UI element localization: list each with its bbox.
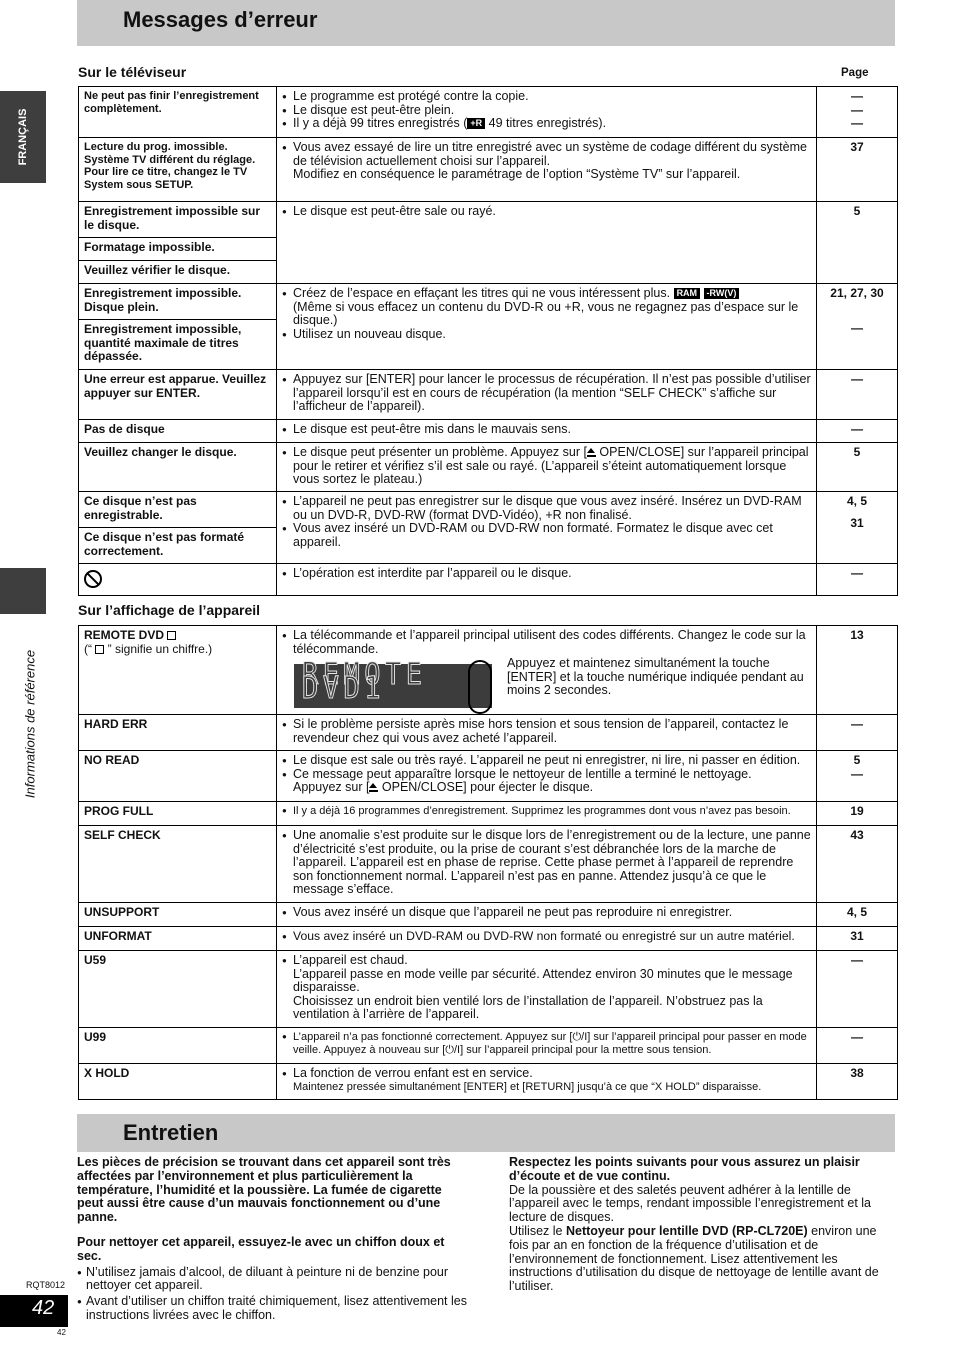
list-item: ● Utilisez un nouveau disque. bbox=[282, 328, 811, 342]
section-tab bbox=[0, 568, 46, 614]
page-ref: — bbox=[817, 420, 898, 443]
error-message: SELF CHECK bbox=[79, 826, 277, 903]
page-ref: 5 bbox=[817, 202, 898, 284]
error-message: Pas de disque bbox=[79, 420, 277, 443]
list-item: ● Il y a déjà 99 titres enregistrés ( +R 49 titres enregistrés). bbox=[282, 117, 811, 131]
lens-paragraph: Utilisez le Nettoyeur pour lentille DVD (RP-CL720E) environ une fois par an en fonction de la fréquence d’utilisation et de l’environnement de fonctionnement. Lisez attentivement les instructions d’utilisation du disque de nettoyage de lentille avant de l’utiliser. bbox=[509, 1223, 879, 1294]
list-item: ● Le disque est peut-être sale ou rayé. bbox=[282, 205, 811, 219]
entretien-left-column bbox=[77, 1156, 467, 1323]
page-ref: 4, 5 bbox=[846, 494, 867, 508]
list-item: ● L’appareil ne peut pas enregistrer sur le disque que vous avez inséré. Insérez un DVD-RAM ou un DVD-R, DVD-RW (format DVD-Vidéo), +R non finalisé. bbox=[282, 495, 811, 522]
list-item: Maintenez pressée simultanément [ENTER] et [RETURN] jusqu’à ce que “X HOLD” disparaisse. bbox=[293, 1080, 762, 1093]
table-row bbox=[79, 443, 898, 492]
display-panel bbox=[294, 657, 492, 708]
table-row bbox=[79, 202, 898, 238]
section-label: Informations de référence bbox=[22, 649, 38, 799]
page-number-small: 42 bbox=[57, 1328, 66, 1337]
prohibited-icon bbox=[84, 570, 102, 588]
error-message: Une erreur est apparue. Veuillez appuyer sur ENTER. bbox=[79, 370, 277, 420]
page-ref: — bbox=[851, 320, 863, 335]
list-item: ● Vous avez inséré un DVD-RAM ou DVD-RW non formaté. Formatez le disque avec cet appareil. bbox=[282, 522, 811, 549]
table-row bbox=[79, 492, 898, 528]
table-row bbox=[79, 1064, 898, 1100]
page-ref: 38 bbox=[817, 1064, 898, 1100]
highlight-ring bbox=[468, 660, 492, 714]
list-item: ● Il y a déjà 16 programmes d’enregistrement. Supprimez les programmes dont vous n’avez pas besoin. bbox=[282, 805, 811, 818]
title-banner bbox=[77, 0, 895, 46]
page-ref: — bbox=[851, 766, 863, 781]
page-ref: 21, 27, 30 bbox=[830, 286, 884, 300]
page-ref: 19 bbox=[817, 802, 898, 826]
error-message: NO READ bbox=[79, 751, 277, 802]
entretien-banner bbox=[77, 1114, 895, 1152]
table-row bbox=[79, 951, 898, 1028]
document-code: RQT8012 bbox=[26, 1280, 66, 1290]
error-message: Ce disque n’est pas enregistrable. bbox=[79, 492, 277, 528]
language-tab bbox=[0, 91, 46, 183]
entretien-title: Entretien bbox=[123, 1120, 219, 1145]
list-item: (Même si vous effacez un contenu du DVD-R ou +R, vous ne regagnez pas d’espace sur le disque.) bbox=[293, 299, 799, 328]
list-item: ● Si le problème persiste après mise hors tension et sous tension de l’appareil, contactez le revendeur chez qui vous avez acheté l’appareil. bbox=[282, 718, 811, 745]
eject-icon bbox=[587, 448, 596, 457]
page-ref: 4, 5 bbox=[817, 903, 898, 927]
table-row bbox=[79, 826, 898, 903]
error-message: U99 bbox=[79, 1028, 277, 1064]
table-row bbox=[79, 626, 898, 715]
cleaning-heading: Pour nettoyer cet appareil, essuyez-le avec un chiffon doux et sec. bbox=[77, 1234, 445, 1263]
page-ref: 5 bbox=[817, 443, 898, 492]
list-item: ● L’appareil n’a pas fonctionné correctement. Appuyez sur [⏻/I] sur l’appareil principal pour passer en mode veille. Appuyez à nouveau sur [⏻/I] sur l’appareil principal pour la mettre sous tension. bbox=[282, 1031, 811, 1056]
display-text: REMOTE DVD1 bbox=[302, 657, 427, 706]
disc-tag: -RW(V) bbox=[704, 288, 740, 299]
page-ref: — bbox=[817, 564, 898, 596]
table-row bbox=[79, 903, 898, 927]
table-row bbox=[79, 87, 898, 138]
page-title: Messages d’erreur bbox=[123, 7, 318, 32]
list-item: ● Vous avez inséré un DVD-RAM ou DVD-RW non formaté ou enregistré sur un autre matériel. bbox=[282, 930, 811, 944]
table-row bbox=[79, 802, 898, 826]
entretien-right-column bbox=[509, 1156, 899, 1294]
unit-section-title: Sur l’affichage de l’appareil bbox=[78, 602, 261, 618]
list-item: ● Le disque est peut-être mis dans le mauvais sens. bbox=[282, 423, 811, 437]
table-row bbox=[79, 284, 898, 320]
language-label: FRANÇAIS bbox=[17, 108, 29, 166]
table-row bbox=[79, 564, 898, 596]
digit-box-icon bbox=[167, 631, 176, 640]
disc-tag: RAM bbox=[674, 288, 701, 299]
error-message: Formatage impossible. bbox=[79, 238, 277, 261]
page-ref: 37 bbox=[817, 138, 898, 202]
error-message: Ce disque n’est pas formaté correctement. bbox=[79, 528, 277, 564]
list-item: ● N’utilisez jamais d’alcool, de diluant à peinture ni de benzine pour nettoyer cet appareil. bbox=[77, 1266, 467, 1294]
error-message: PROG FULL bbox=[79, 802, 277, 826]
list-item: ● Le disque peut présenter un problème. Appuyez sur [ OPEN/CLOSE] sur l’appareil principal pour le retirer et vérifiez s’il est sale ou rayé. (L’appareil s’éteint automatiquement lorsque vous sortez le plateau.) bbox=[282, 446, 811, 487]
page-column-header: Page bbox=[841, 67, 869, 79]
list-item: Modifiez en conséquence le paramétrage de l’option “Système TV” sur l’appareil. bbox=[293, 167, 741, 182]
list-item: ● L’opération est interdite par l’appareil ou le disque. bbox=[282, 567, 811, 581]
table-row bbox=[79, 715, 898, 751]
error-message: Enregistrement impossible sur le disque. bbox=[79, 202, 277, 238]
page-number-box bbox=[0, 1295, 68, 1327]
list-item: ● La télécommande et l’appareil principal utilisent des codes différents. Changez le code sur la télécommande. bbox=[282, 629, 811, 656]
list-item: ● Créez de l’espace en effaçant les titres qui ne vous intéressent plus. RAM -RW(V) bbox=[282, 287, 811, 301]
error-message: REMOTE DVD (“ ” signifie un chiffre.) bbox=[79, 626, 277, 715]
list-item: ● Le disque est sale ou très rayé. L’appareil ne peut ni enregistrer, ni lire, ni passer en édition. bbox=[282, 754, 811, 768]
list-item: ● L’appareil est chaud. bbox=[282, 954, 811, 968]
table-row bbox=[79, 138, 898, 202]
page-ref: 31 bbox=[850, 515, 864, 530]
table-row bbox=[79, 1028, 898, 1064]
error-message: Enregistrement impossible, quantité maximale de titres dépassée. bbox=[79, 320, 277, 370]
error-message: Veuillez changer le disque. bbox=[79, 443, 277, 492]
error-message: Enregistrement impossible. Disque plein. bbox=[79, 284, 277, 320]
unit-error-table bbox=[78, 625, 898, 1100]
error-message: Veuillez vérifier le disque. bbox=[79, 261, 277, 284]
list-item: ● Ce message peut apparaître lorsque le nettoyeur de lentille a terminé le nettoyage. bbox=[282, 768, 811, 782]
list-item: Choisissez un endroit bien ventilé lors de l’installation de l’appareil. N’obstruez pas la ventilation à l’arrière de l’appareil. bbox=[293, 993, 763, 1022]
list-item: ● La fonction de verrou enfant est en service. bbox=[282, 1067, 811, 1081]
tv-section-title: Sur le téléviseur bbox=[78, 64, 187, 80]
page-ref: — bbox=[851, 116, 863, 131]
lens-paragraph: De la poussière et des saletés peuvent adhérer à la lentille de l’appareil avec le temps, rendant impossible l’enregistrement et la lecture de disques. bbox=[509, 1182, 871, 1225]
page-ref: — bbox=[817, 1028, 898, 1064]
page-ref: — bbox=[817, 370, 898, 420]
table-row bbox=[79, 420, 898, 443]
list-item: ● Appuyez sur [ENTER] pour lancer le processus de récupération. Il n’est pas possible d’utiliser l’appareil lorsqu’il est en cours de récupération (la mention “SELF CHECK” s’affiche sur l’afficheur de l’appareil). bbox=[282, 373, 811, 414]
page-ref: — bbox=[851, 89, 863, 103]
digit-box-icon bbox=[95, 645, 104, 654]
error-message: HARD ERR bbox=[79, 715, 277, 751]
eject-icon bbox=[369, 783, 378, 792]
error-message: Ne peut pas finir l’enregistrement complètement. bbox=[79, 87, 277, 138]
list-item: Appuyez sur [ OPEN/CLOSE] pour éjecter le disque. bbox=[293, 780, 594, 795]
list-item: ● Le programme est protégé contre la copie. bbox=[282, 90, 811, 104]
error-message: UNSUPPORT bbox=[79, 903, 277, 927]
instruction-note: Appuyez et maintenez simultanément la touche [ENTER] et la touche numérique indiquée pendant au moins 2 secondes. bbox=[507, 656, 804, 698]
page-ref: 5 bbox=[853, 753, 861, 767]
page-ref: — bbox=[817, 715, 898, 751]
intro-paragraph: Les pièces de précision se trouvant dans cet appareil sont très affectées par l’environnement et plus particulièrement la température, l’humidité et la poussière. La fumée de cigarette peut aussi être cause d’un mauvais fonctionnement ou d’une panne. bbox=[77, 1155, 451, 1225]
page-ref: 31 bbox=[817, 927, 898, 951]
list-item: ● Le disque est peut-être plein. bbox=[282, 104, 811, 118]
error-message: X HOLD bbox=[79, 1064, 277, 1100]
page-ref: — bbox=[817, 951, 898, 1028]
list-item: L’appareil passe en mode veille par sécurité. Attendez environ 30 minutes que le message disparaisse. bbox=[293, 966, 793, 995]
error-message: UNFORMAT bbox=[79, 927, 277, 951]
lens-heading: Respectez les points suivants pour vous assurez un plaisir d’écoute et de vue continu. bbox=[509, 1155, 860, 1183]
page-ref: — bbox=[851, 102, 863, 117]
page-ref: 13 bbox=[817, 626, 898, 715]
page-ref: 43 bbox=[817, 826, 898, 903]
error-message: Lecture du prog. imossible. Système TV différent du réglage. Pour lire ce titre, changez le TV System sous SETUP. bbox=[79, 138, 277, 202]
table-row bbox=[79, 927, 898, 951]
table-row bbox=[79, 370, 898, 420]
disc-tag: +R bbox=[467, 118, 485, 129]
page-number: 42 bbox=[32, 1297, 55, 1319]
list-item: ● Vous avez inséré un disque que l’appareil ne peut pas reproduire ni enregistrer. bbox=[282, 906, 811, 920]
table-row bbox=[79, 751, 898, 802]
error-message: U59 bbox=[79, 951, 277, 1028]
list-item: ● Une anomalie s’est produite sur le disque lors de l’enregistrement ou de la lecture, une panne d’électricité s’est produite, ou la prise de courant s’est débranchée lors de la marche de l’appareil. L’appareil est en phase de reprise. Cette phase permet à l’appareil de reprendre son fonctionnement normal. L’appareil n’est pas en panne. Attendez jusqu’à ce que le message s’efface. bbox=[282, 829, 811, 897]
list-item: ● Avant d’utiliser un chiffon traité chimiquement, lisez attentivement les instructions livrées avec le chiffon. bbox=[77, 1295, 467, 1323]
tv-error-table bbox=[78, 86, 898, 596]
list-item: ● Vous avez essayé de lire un titre enregistré avec un système de codage différent du système de télévision actuellement choisi sur l’appareil. bbox=[282, 141, 811, 168]
